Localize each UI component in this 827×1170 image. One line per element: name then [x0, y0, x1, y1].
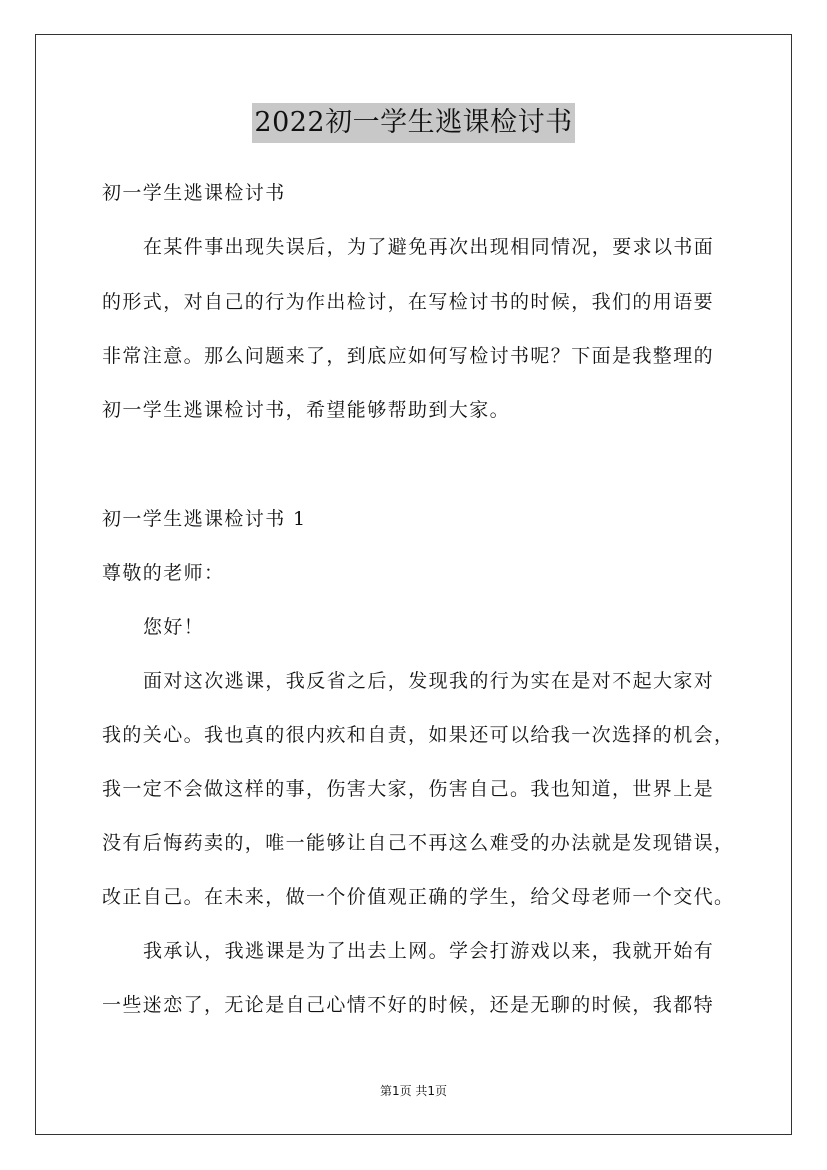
- text-line: 面对这次逃课，我反省之后，发现我的行为实在是对不起大家对: [143, 670, 715, 692]
- text-line: 没有后悔药卖的，唯一能够让自己不再这么难受的办法就是发现错误，: [102, 832, 735, 854]
- text-line: 初一学生逃课检讨书，希望能够帮助到大家。: [102, 399, 511, 421]
- text-line: 改正自己。在未来，做一个价值观正确的学生，给父母老师一个交代。: [102, 886, 735, 908]
- text-line: 一些迷恋了，无论是自己心情不好的时候，还是无聊的时候，我都特: [102, 994, 715, 1016]
- text-line: 的形式，对自己的行为作出检讨，在写检讨书的时候，我们的用语要: [102, 291, 715, 313]
- salutation: 尊敬的老师：: [102, 562, 225, 584]
- text-line: 我承认，我逃课是为了出去上网。学会打游戏以来，我就开始有: [143, 940, 715, 962]
- section-heading: 初一学生逃课检讨书 1: [102, 508, 307, 530]
- text-line: 我的关心。我也真的很内疚和自责，如果还可以给我一次选择的机会，: [102, 724, 735, 746]
- title-container: [0, 103, 827, 143]
- document-title: 2022初一学生逃课检讨书: [252, 103, 574, 143]
- greeting: 您好！: [143, 616, 205, 638]
- page-footer: 第1页 共1页: [379, 1084, 448, 1098]
- text-line: 在某件事出现失误后，为了避免再次出现相同情况，要求以书面: [143, 236, 715, 258]
- text-line: 我一定不会做这样的事，伤害大家，伤害自己。我也知道，世界上是: [102, 778, 715, 800]
- text-line: 非常注意。那么问题来了，到底应如何写检讨书呢？下面是我整理的: [102, 345, 715, 367]
- text-line-intro-heading: 初一学生逃课检讨书: [102, 182, 286, 204]
